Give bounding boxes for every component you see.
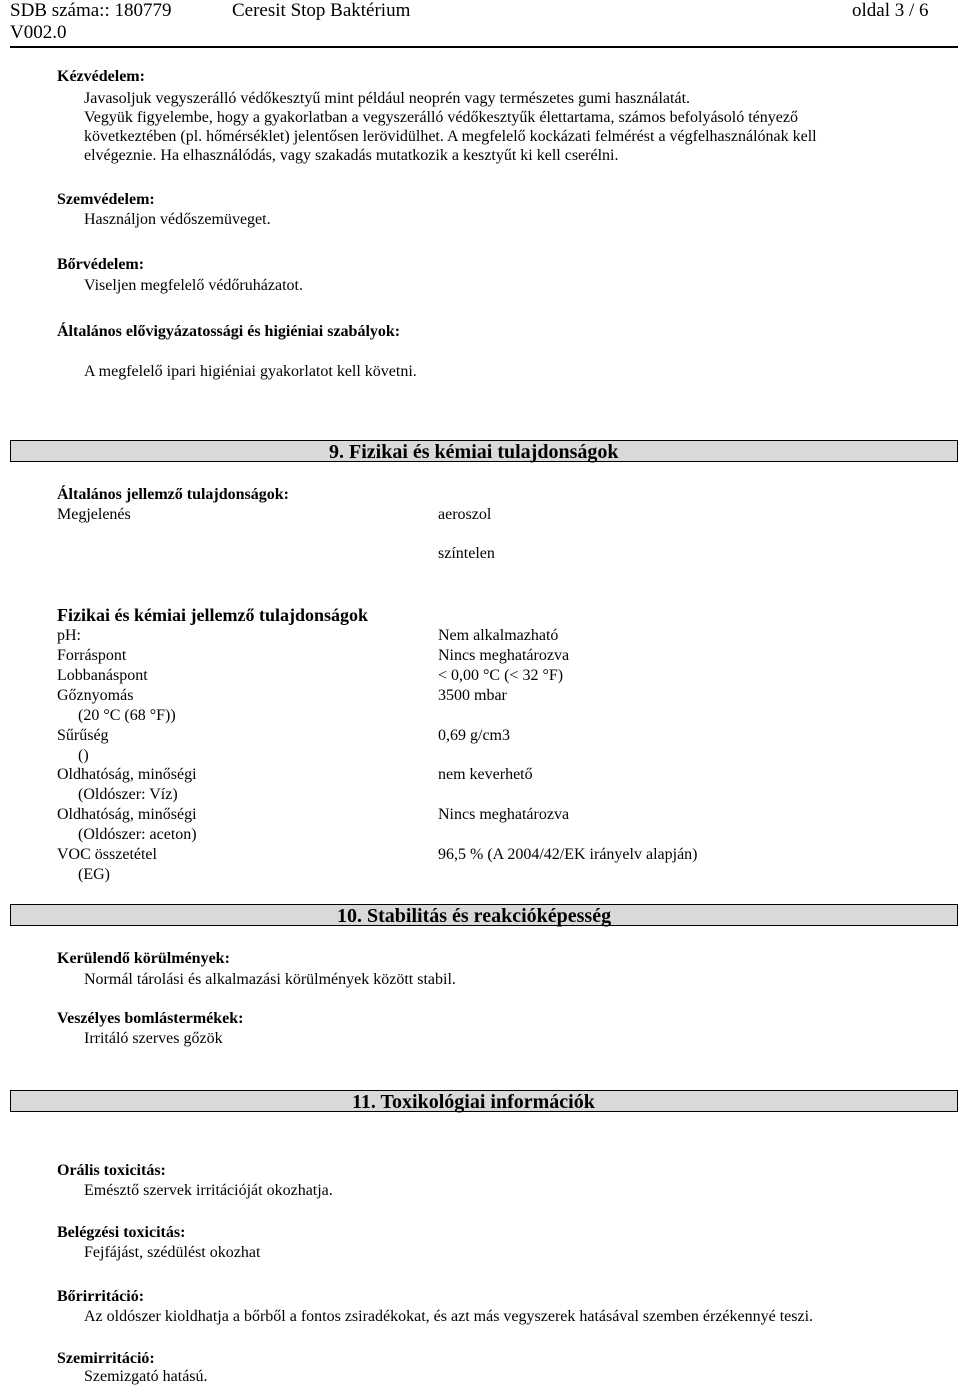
property-sublabel: () bbox=[78, 747, 89, 764]
hand-protection-title: Kézvédelem: bbox=[57, 68, 145, 85]
property-value: < 0,00 °C (< 32 °F) bbox=[438, 667, 564, 684]
skin-protection-text: Viseljen megfelelő védőruházatot. bbox=[84, 277, 303, 294]
property-sublabel: (Oldószer: aceton) bbox=[78, 826, 197, 843]
eye-irritation-text: Szemizgató hatású. bbox=[84, 1368, 208, 1385]
hygiene-title: Általános elővigyázatossági és higiéniai szabályok: bbox=[57, 323, 401, 340]
appearance-value: aeroszol bbox=[438, 506, 492, 523]
product-name: Ceresit Stop Baktérium bbox=[232, 0, 411, 21]
section-9-title: 9. Fizikai és kémiai tulajdonságok bbox=[329, 441, 619, 463]
version: V002.0 bbox=[10, 22, 67, 43]
skin-irritation-text: Az oldószer kioldhatja a bőrből a fontos zsiradékokat, és azt más vegyszerek hatásával szemben érzékennyé teszi. bbox=[84, 1308, 814, 1325]
eye-protection-text: Használjon védőszemüveget. bbox=[84, 211, 271, 228]
appearance-label: Megjelenés bbox=[57, 506, 131, 523]
decomposition-text: Irritáló szerves gőzök bbox=[84, 1030, 223, 1047]
inhalation-toxicity-title: Belégzési toxicitás: bbox=[57, 1224, 186, 1241]
section-10-title: 10. Stabilitás és reakcióképesség bbox=[337, 905, 612, 927]
conditions-to-avoid-title: Kerülendő körülmények: bbox=[57, 950, 230, 967]
property-value: Nincs meghatározva bbox=[438, 647, 570, 664]
hand-protection-line: következtében (pl. hőmérséklet) jelentősen lerövidülhet. A megfelelő kockázati felmérést a végfelhasználónak kell bbox=[84, 128, 817, 145]
property-value: 96,5 % (A 2004/42/EK irányelv alapján) bbox=[438, 846, 698, 863]
property-label: Sűrűség bbox=[57, 727, 109, 744]
section-11-title: 11. Toxikológiai információk bbox=[352, 1091, 595, 1113]
property-label: Oldhatóság, minőségi bbox=[57, 806, 197, 823]
decomposition-title: Veszélyes bomlástermékek: bbox=[57, 1010, 244, 1027]
property-label: Forráspont bbox=[57, 647, 127, 664]
header-divider bbox=[10, 46, 958, 48]
eye-protection-title: Szemvédelem: bbox=[57, 191, 155, 208]
property-label: Lobbanáspont bbox=[57, 667, 148, 684]
property-label: pH: bbox=[57, 627, 81, 644]
hand-protection-line: Javasoljuk vegyszerálló védőkesztyű mint például neoprén vagy természetes gumi használatát. bbox=[84, 90, 691, 107]
oral-toxicity-text: Emésztő szervek irritációját okozhatja. bbox=[84, 1182, 333, 1199]
skin-protection-title: Bőrvédelem: bbox=[57, 256, 145, 273]
eye-irritation-title: Szemirritáció: bbox=[57, 1350, 155, 1367]
property-value: Nincs meghatározva bbox=[438, 806, 570, 823]
property-sublabel: (20 °C (68 °F)) bbox=[78, 707, 176, 724]
general-properties-title: Általános jellemző tulajdonságok: bbox=[57, 486, 289, 503]
property-label: Oldhatóság, minőségi bbox=[57, 766, 197, 783]
property-label: VOC összetétel bbox=[57, 846, 157, 863]
property-label: Gőznyomás bbox=[57, 687, 134, 704]
oral-toxicity-title: Orális toxicitás: bbox=[57, 1162, 166, 1179]
conditions-to-avoid-text: Normál tárolási és alkalmazási körülmények között stabil. bbox=[84, 971, 456, 988]
skin-irritation-title: Bőrirritáció: bbox=[57, 1288, 145, 1305]
property-value: nem keverhető bbox=[438, 766, 533, 783]
property-value: 3500 mbar bbox=[438, 687, 507, 704]
color-value: színtelen bbox=[438, 545, 495, 562]
property-sublabel: (EG) bbox=[78, 866, 110, 883]
physical-chemical-title: Fizikai és kémiai jellemző tulajdonságok bbox=[57, 605, 368, 625]
property-value: 0,69 g/cm3 bbox=[438, 727, 510, 744]
inhalation-toxicity-text: Fejfájást, szédülést okozhat bbox=[84, 1244, 261, 1261]
hygiene-text: A megfelelő ipari higiéniai gyakorlatot kell követni. bbox=[84, 363, 417, 380]
hand-protection-line: Vegyük figyelembe, hogy a gyakorlatban a vegyszerálló védőkesztyűk élettartama, számos befolyásoló tényező bbox=[84, 109, 798, 126]
sdb-number: SDB száma:: 180779 bbox=[10, 0, 172, 21]
property-value: Nem alkalmazható bbox=[438, 627, 559, 644]
hand-protection-line: elvégeznie. Ha elhasználódás, vagy szakadás mutatkozik a kesztyűt ki kell cserélni. bbox=[84, 147, 619, 164]
property-sublabel: (Oldószer: Víz) bbox=[78, 786, 178, 803]
page-number: oldal 3 / 6 bbox=[852, 0, 929, 21]
